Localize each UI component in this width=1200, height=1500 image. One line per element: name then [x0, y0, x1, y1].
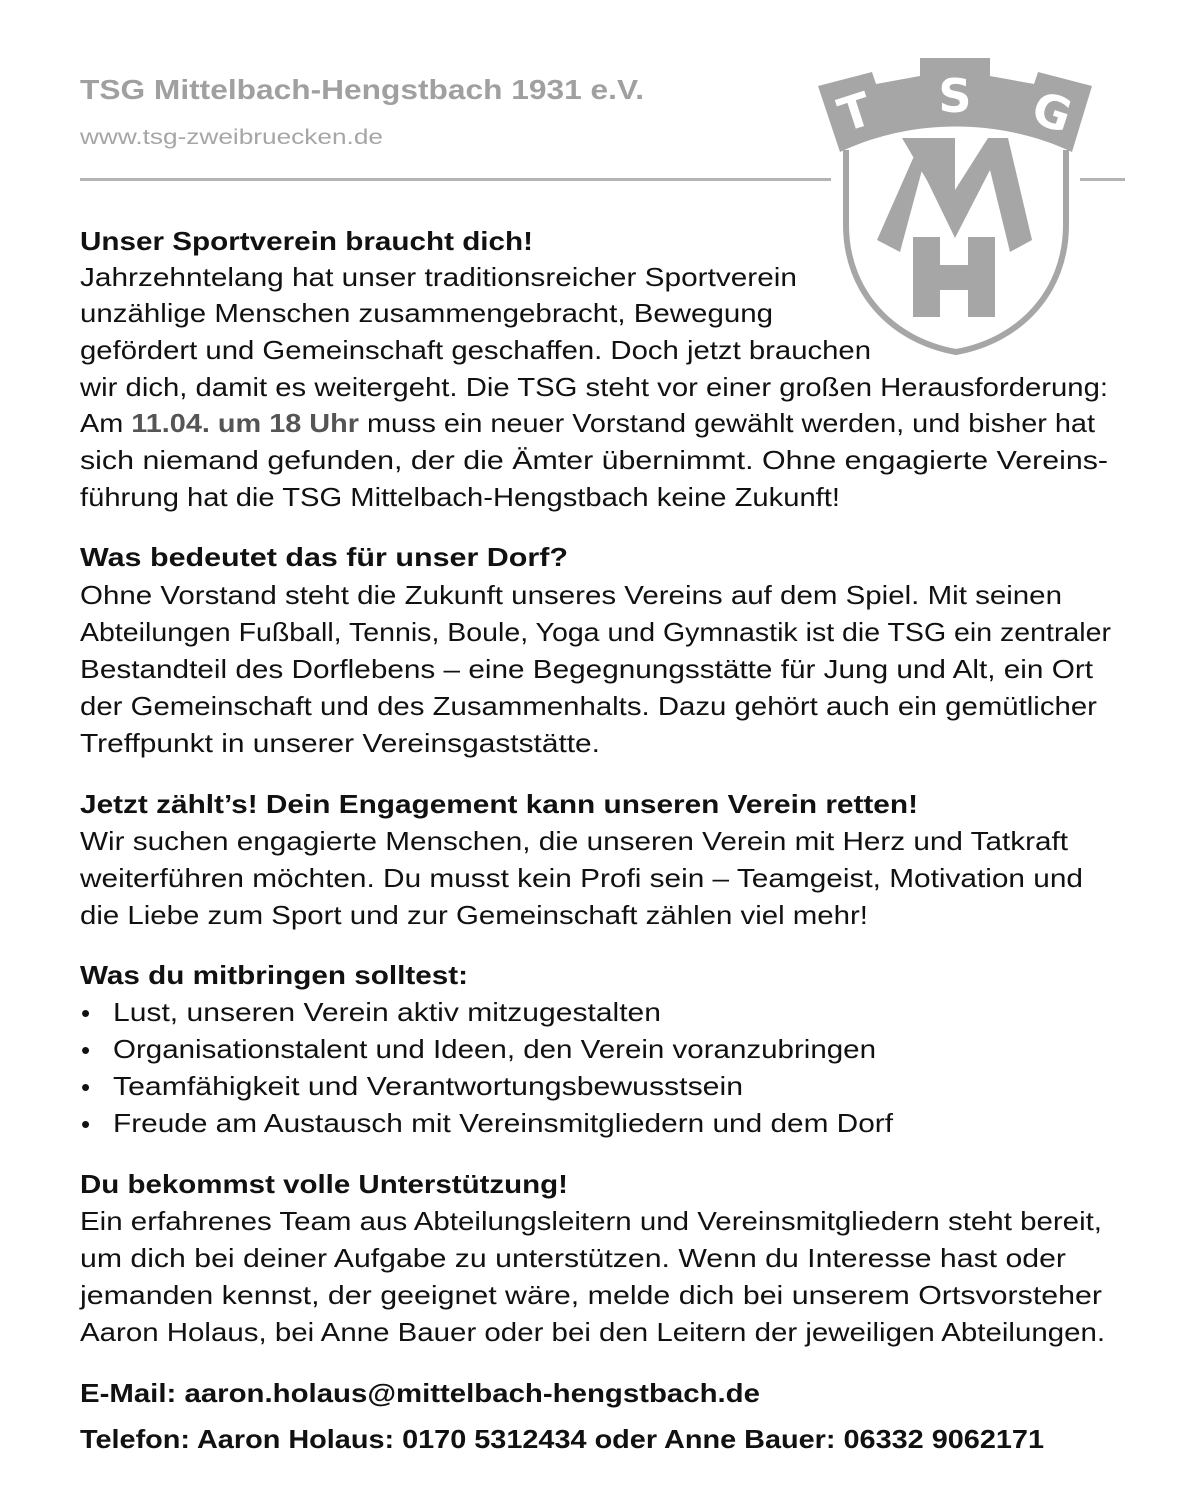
text-run [80, 1378, 760, 1408]
section-heading-intro [80, 226, 534, 256]
section-heading-support [80, 1169, 568, 1199]
text-run: Unser Sportverein braucht dich! [80, 226, 534, 256]
text-run: der Gemeinschaft und des Zusammenhalts. Dazu gehört auch ein gemütlicher [80, 691, 1097, 721]
logo-letter-g: G [1025, 80, 1079, 144]
paragraph-line [80, 691, 1097, 721]
email-link[interactable]: aaron.holaus@mittelbach-hengstbach.de [184, 1378, 760, 1408]
text-run: Lust, unseren Verein aktiv mitzugestalten [113, 997, 661, 1027]
date-line-suffix: muss ein neuer Vorstand gewählt werden, und bisher hat [358, 408, 1095, 438]
paragraph-line [80, 617, 1112, 647]
paragraph-line [80, 1206, 1103, 1236]
website-url-text[interactable]: www.tsg-zweibruecken.de [80, 126, 383, 149]
text-run: sich niemand gefunden, der die Ämter übernimmt. Ohne engagierte Vereins- [80, 445, 1109, 475]
list-item [113, 1034, 877, 1064]
section-heading-requirements [80, 960, 468, 990]
section-heading-village [80, 542, 568, 572]
contact-phone [80, 1424, 1044, 1454]
paragraph-line [80, 262, 797, 292]
paragraph-line [80, 482, 840, 512]
paragraph-line [80, 728, 600, 758]
text-run: Ohne Vorstand steht die Zukunft unseres Vereins auf dem Spiel. Mit seinen [80, 580, 1062, 610]
list-item [113, 1108, 893, 1138]
logo-letter-t: T [831, 81, 879, 143]
section-heading-engagement [80, 789, 918, 819]
text-run: Ein erfahrenes Team aus Abteilungsleitern und Vereinsmitgliedern steht bereit, [80, 1206, 1103, 1236]
text-run: Jahrzehntelang hat unser traditionsreicher Sportverein [80, 262, 797, 292]
paragraph-line [80, 1317, 1106, 1347]
text-run: die Liebe zum Sport und zur Gemeinschaft zählen viel mehr! [80, 900, 868, 930]
logo-shield-outline [846, 150, 1066, 352]
paragraph-line [80, 863, 1083, 893]
paragraph-line [80, 372, 1109, 402]
phone-label: Telefon: [80, 1424, 191, 1454]
bullet-icon: • [81, 1035, 91, 1065]
website-url[interactable] [80, 126, 383, 150]
email-label: E-Mail: [80, 1378, 177, 1408]
text-run: Du bekommst volle Unterstützung! [80, 1169, 568, 1199]
text-run: Was du mitbringen solltest: [80, 960, 468, 990]
bullet-icon: • [81, 1109, 91, 1139]
logo-letter-s: S [938, 69, 972, 123]
text-run: gefördert und Gemeinschaft geschaffen. Doch jetzt brauchen [80, 335, 872, 365]
contact-email [80, 1378, 760, 1408]
text-run: Treffpunkt in unserer Vereinsgaststätte. [80, 728, 600, 758]
paragraph-line [80, 298, 774, 328]
date-line-prefix: Am [80, 408, 132, 438]
text-run: Wir suchen engagierte Menschen, die unseren Verein mit Herz und Tatkraft [80, 826, 1068, 856]
logo-letter-h [913, 237, 995, 317]
text-run: Bestandteil des Dorflebens – eine Begegnungsstätte für Jung und Alt, ein Ort [80, 654, 1093, 684]
text-run: führung hat die TSG Mittelbach-Hengstbach keine Zukunft! [80, 482, 840, 512]
paragraph-line [80, 1280, 1102, 1310]
list-item [113, 997, 661, 1027]
paragraph-line [80, 900, 868, 930]
paragraph-line [80, 445, 1109, 475]
paragraph-line [80, 335, 872, 365]
text-run: Freude am Austausch mit Vereinsmitgliedern und dem Dorf [113, 1108, 893, 1138]
text-run: Teamfähigkeit und Verantwortungsbewusstsein [113, 1071, 744, 1101]
election-date-highlight: 11.04. um 18 Uhr [131, 408, 359, 438]
text-run: weiterführen möchten. Du musst kein Profi sein – Teamgeist, Motivation und [80, 863, 1083, 893]
text-run: Abteilungen Fußball, Tennis, Boule, Yoga und Gymnastik ist die TSG ein zentraler [80, 617, 1112, 647]
organization-title [80, 74, 644, 106]
paragraph-line [80, 1243, 1066, 1273]
text-run: um dich bei deiner Aufgabe zu unterstützen. Wenn du Interesse hast oder [80, 1243, 1066, 1273]
bullet-icon: • [81, 1072, 91, 1102]
text-run [80, 408, 1095, 438]
text-run [80, 1424, 1044, 1454]
text-run: Jetzt zählt’s! Dein Engagement kann unseren Verein retten! [80, 789, 918, 819]
paragraph-line [80, 654, 1093, 684]
bullet-icon: • [81, 998, 91, 1028]
paragraph-line-date [80, 408, 1095, 438]
club-logo [812, 50, 1102, 362]
text-run: Aaron Holaus, bei Anne Bauer oder bei den Leitern der jeweiligen Abteilungen. [80, 1317, 1106, 1347]
text-run: Was bedeutet das für unser Dorf? [80, 542, 568, 572]
list-item [113, 1071, 744, 1101]
text-run: wir dich, damit es weitergeht. Die TSG steht vor einer großen Herausforderung: [80, 372, 1109, 402]
text-run: Organisationstalent und Ideen, den Verein voranzubringen [113, 1034, 877, 1064]
text-run: unzählige Menschen zusammengebracht, Bewegung [80, 298, 774, 328]
phone-numbers: Aaron Holaus: 0170 5312434 oder Anne Bauer: 06332 9062171 [196, 1424, 1044, 1454]
paragraph-line [80, 580, 1062, 610]
paragraph-line [80, 826, 1068, 856]
header-divider-left [80, 178, 831, 181]
organization-title-text: TSG Mittelbach-Hengstbach 1931 e.V. [80, 74, 644, 105]
text-run: jemanden kennst, der geeignet wäre, melde dich bei unserem Ortsvorsteher [80, 1280, 1102, 1310]
